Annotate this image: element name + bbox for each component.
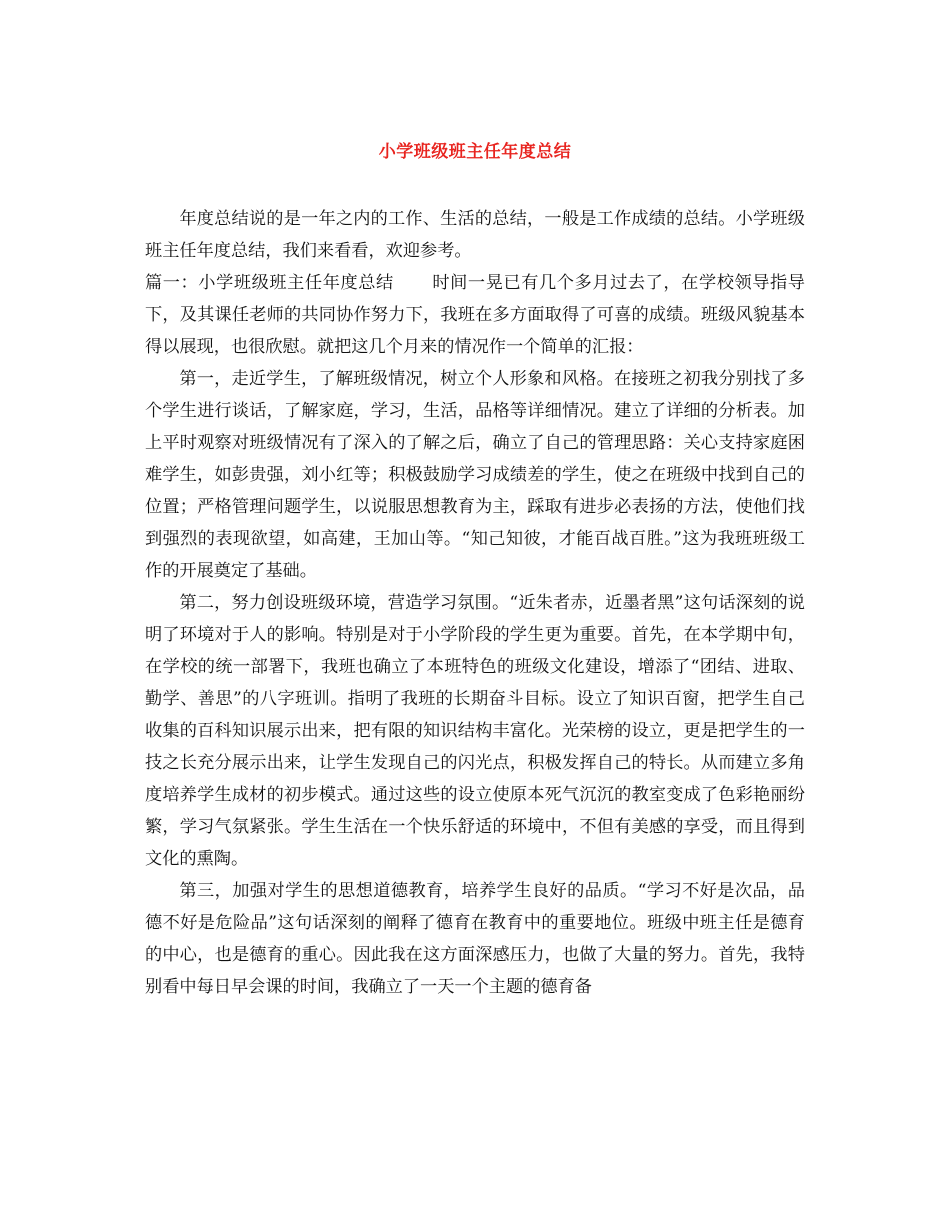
section-heading: 篇一：小学班级班主任年度总结 xyxy=(145,273,394,293)
document-body xyxy=(145,203,805,1003)
section-opening: 时间一晃已有几个多月过去了，在学校领导指导下，及其课任老师的共同协作努力下，我班在多方面取得了可喜的成绩。班级风貌基本得以展现，也很欣慰。就把这几个月来的情况作一个简单的汇报： xyxy=(145,273,805,357)
document-title: 小学班级班主任年度总结 xyxy=(378,142,572,162)
paragraph-first: 第一，走近学生，了解班级情况，树立个人形象和风格。在接班之初我分别找了多个学生进行谈话，了解家庭，学习，生活，品格等详细情况。建立了详细的分析表。加上平时观察对班级情况有了深入的了解之后，确立了自己的管理思路：关心支持家庭困难学生，如彭贵强，刘小红等；积极鼓励学习成绩差的学生，使之在班级中找到自己的位置；严格管理问题学生，以说服思想教育为主，踩取有进步必表扬的方法，使他们找到强烈的表现欲望，如高建，王加山等。“知己知彼，才能百战百胜。”这为我班班级工作的开展奠定了基础。 xyxy=(145,369,805,581)
intro-paragraph: 年度总结说的是一年之内的工作、生活的总结，一般是工作成绩的总结。小学班级班主任年度总结，我们来看看，欢迎参考。 xyxy=(145,209,805,261)
paragraph-second: 第二，努力创设班级环境，营造学习氛围。“近朱者赤，近墨者黑”这句话深刻的说明了环境对于人的影响。特别是对于小学阶段的学生更为重要。首先，在本学期中旬，在学校的统一部署下，我班也确立了本班特色的班级文化建设，增添了“团结、进取、勤学、善思”的八字班训。指明了我班的长期奋斗目标。设立了知识百窗，把学生自己收集的百科知识展示出来，把有限的知识结构丰富化。光荣榜的设立，更是把学生的一技之长充分展示出来，让学生发现自己的闪光点，积极发挥自己的特长。从而建立多角度培养学生成材的初步模式。通过这些的设立使原本死气沉沉的教室变成了色彩艳丽纷繁，学习气氛紧张。学生生活在一个快乐舒适的环境中，不但有美感的享受，而且得到文化的熏陶。 xyxy=(145,593,805,869)
paragraph-third: 第三，加强对学生的思想道德教育，培养学生良好的品质。“学习不好是次品，品德不好是危险品”这句话深刻的阐释了德育在教育中的重要地位。班级中班主任是德育的中心，也是德育的重心。因此我在这方面深感压力，也做了大量的努力。首先，我特别看中每日早会课的时间，我确立了一天一个主题的德育备 xyxy=(145,881,805,997)
section-paragraph xyxy=(145,267,805,363)
